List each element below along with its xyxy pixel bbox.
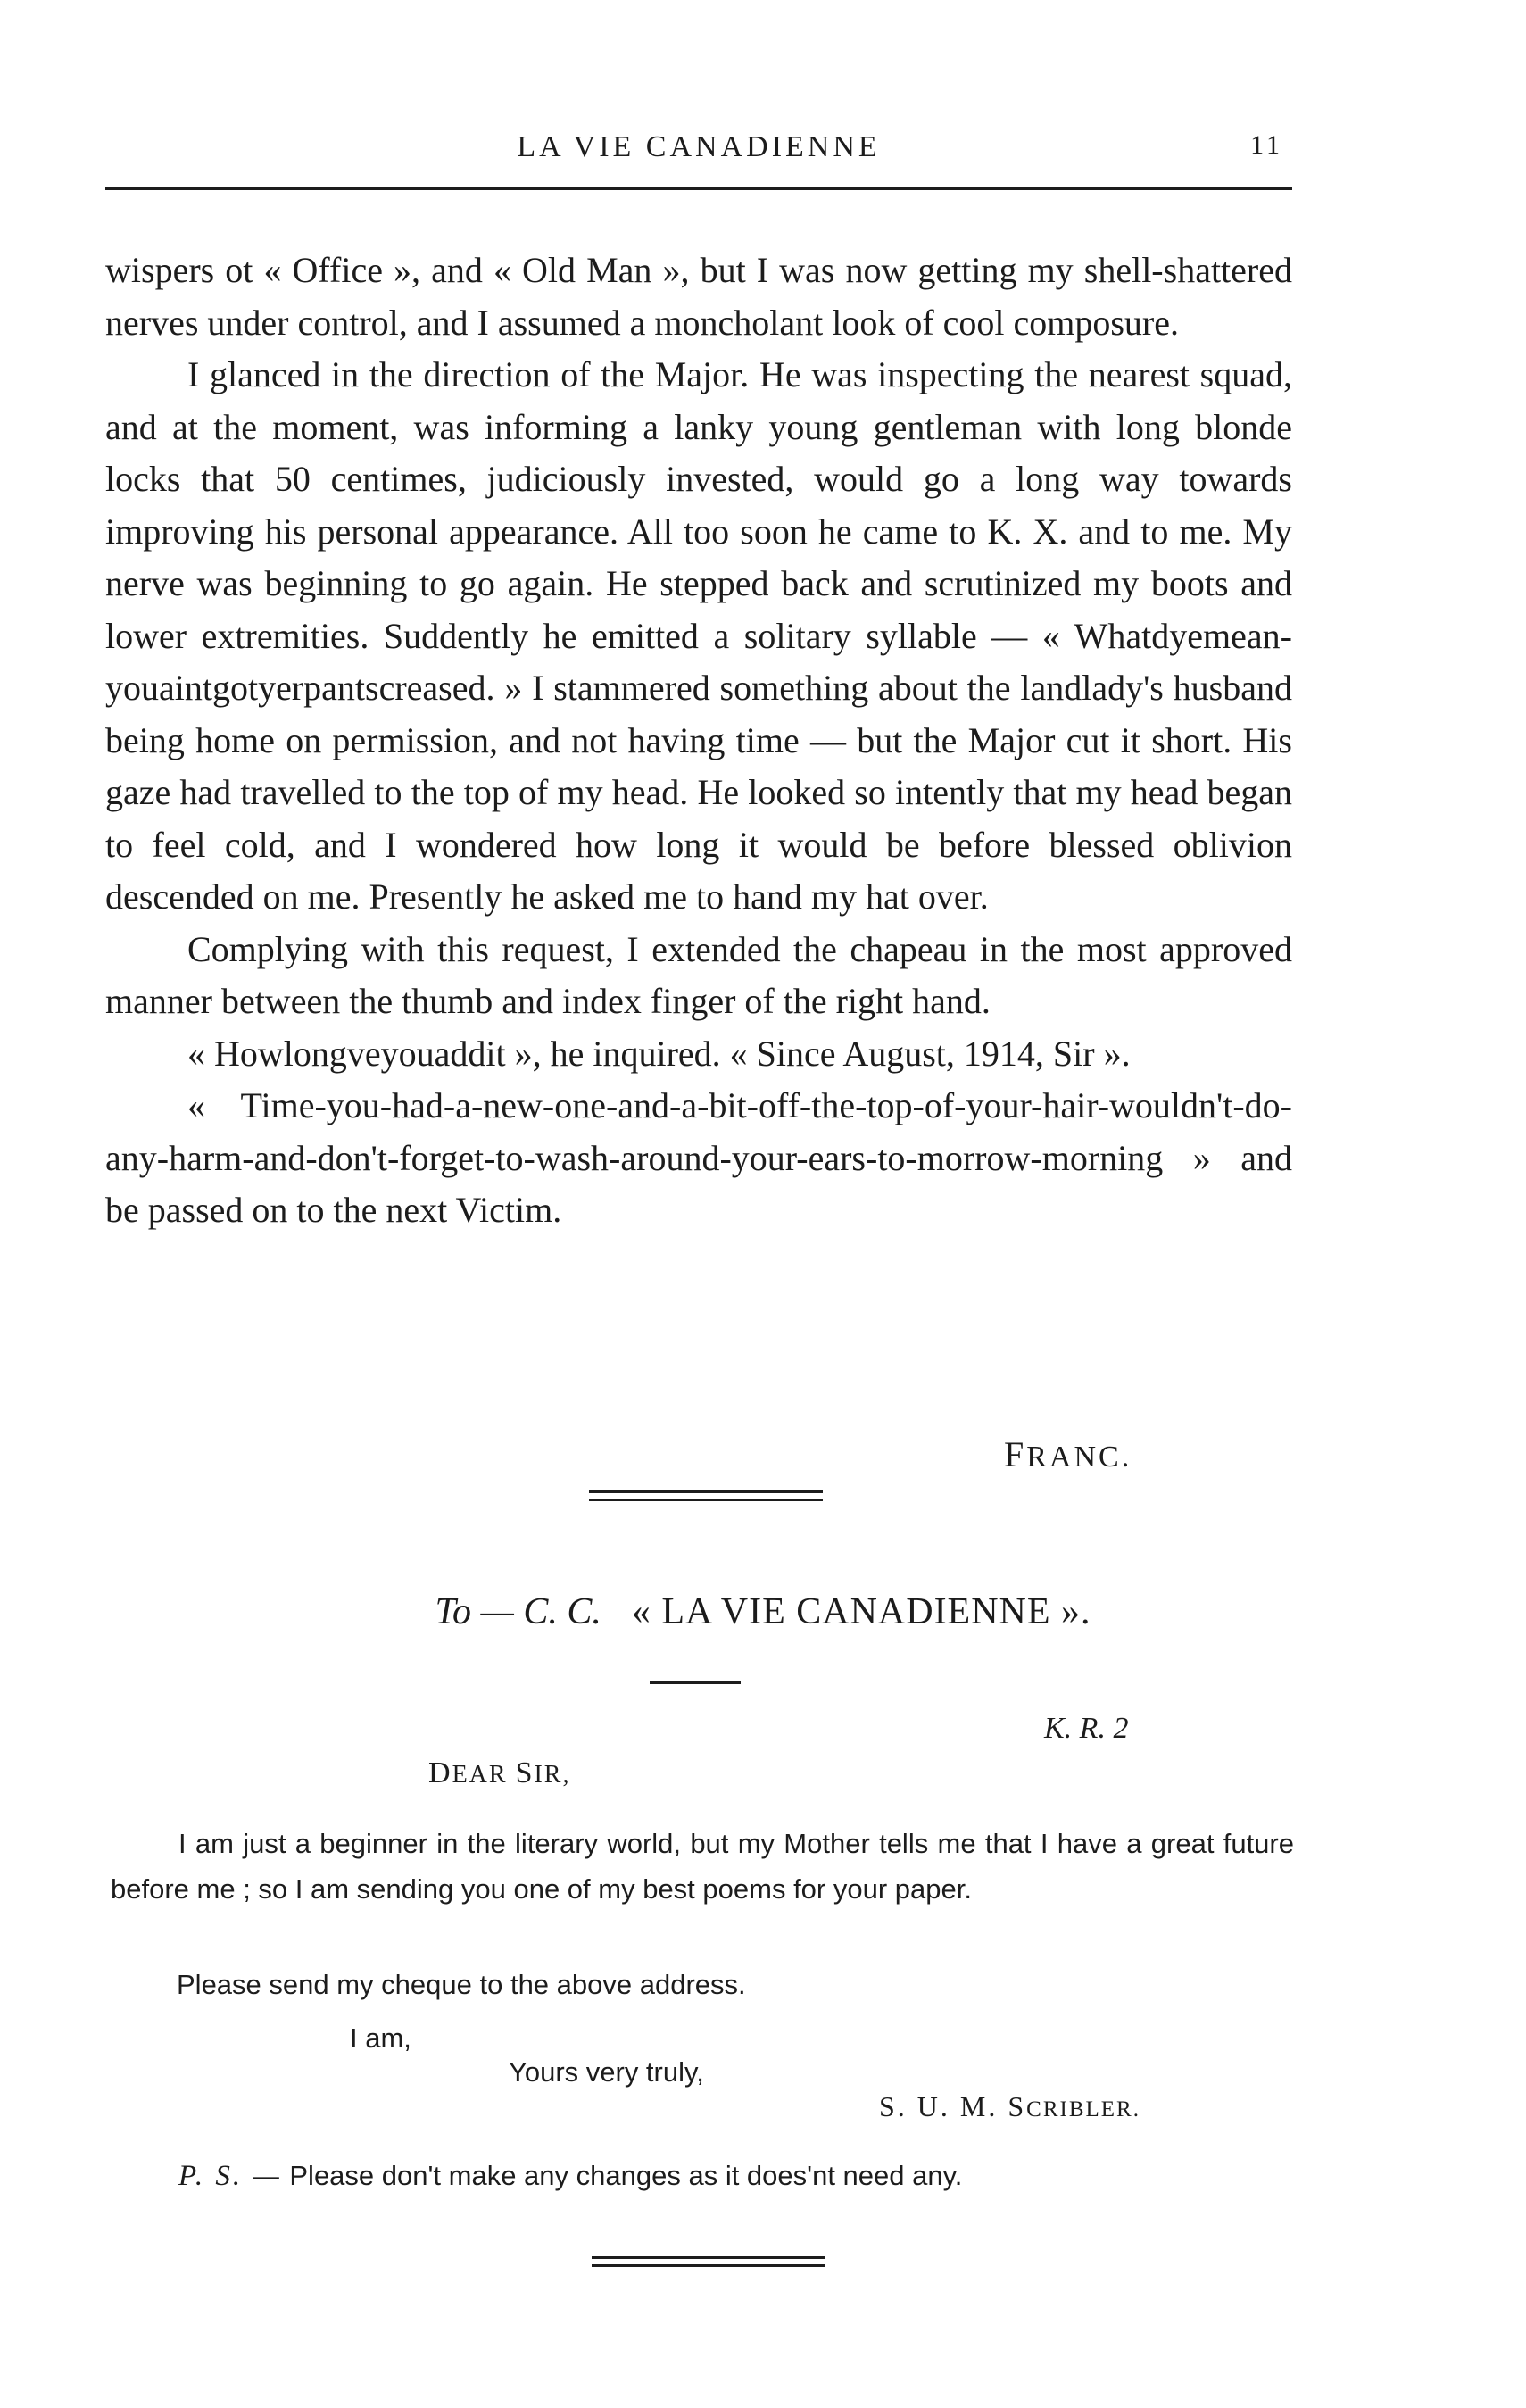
salutation-initial: D [428,1756,452,1789]
end-divider [592,2256,825,2267]
letter-heading-to: To — C. C. [435,1591,601,1632]
heading-rule [650,1681,741,1684]
paragraph: « Time-you-had-a-new-one-and-a-bit-off-the-top-of-your-hair-wouldn't-do-any-harm-and-don't-forget-to-wash-around-your-ears-to-morrow-morning » and be passed on to the next Victim. [105,1085,1292,1230]
signer-initials: S. U. M. [879,2090,999,2122]
section-divider [589,1490,823,1501]
running-header [105,125,1292,179]
postscript-text: Please don't make any changes as it does'nt need any. [289,2160,963,2191]
paragraph: « Howlongveyouaddit », he inquired. « Since August, 1914, Sir ». [187,1033,1131,1074]
letter-paragraph-text: I am just a beginner in the literary world, but my Mother tells me that I have a great future before me ; so I am sending you one of my best poems for your paper. [111,1828,1294,1905]
letter-heading-title: « LA VIE CANADIENNE ». [631,1591,1091,1632]
letter-signature [879,2090,1140,2123]
cheque-request: Please send my cheque to the above address. [177,1969,746,2000]
postscript-label: P. S. — [178,2160,282,2192]
paragraph: I glanced in the direction of the Major. He was inspecting the nearest squad, and at the moment, was informing a lanky young gentleman with long blonde locks that 50 centimes, judiciously invested, would go a long way towards improving his personal appearance. All too soon he came to K. X. and to me. My nerve was beginning to go again. He stepped back and scrutinized my boots and lower extremities. Suddently he emitted a solitary syllable — « Whatdyemean-youaintgotyerpantscreased. » I stammered something about the landlady's husband being home on permission, and not having time — but the Major cut it short. His gaze had travelled to the top of my head. He looked so intently that my head began to feel cold, and I wondered how long it would be before blessed oblivion descended on me. Presently he asked me to hand my hat over. [105,354,1292,917]
sender-unit: K. R. 2 [1044,1712,1129,1745]
closing-yours: Yours very truly, [509,2056,704,2088]
salutation [428,1756,570,1790]
letter-paragraph [111,1821,1294,1912]
salutation-initial: S [515,1756,535,1789]
signer-initial: S [1008,2090,1027,2122]
paragraph: wispers ot « Office », and « Old Man », but I was now getting my shell-shattered nerves under control, and I assumed a moncholant look of cool composure. [105,250,1292,343]
header-rule [105,187,1292,190]
article-body [105,245,1292,1237]
salutation-word: IR, [534,1761,571,1789]
page-number: 11 [1250,130,1283,160]
postscript [178,2158,962,2194]
letter-heading [0,1590,1526,1633]
closing-i-am: I am, [350,2022,411,2054]
signature-initial: F [1004,1434,1027,1474]
author-signature [1004,1433,1132,1475]
signature-rest: RANC. [1026,1441,1132,1474]
salutation-word: EAR [452,1761,508,1789]
running-title: LA VIE CANADIENNE [517,130,881,163]
paragraph: Complying with this request, I extended the chapeau in the most approved manner between the thumb and index finger of the right hand. [105,928,1292,1021]
signer-surname: CRIBLER. [1026,2097,1140,2122]
